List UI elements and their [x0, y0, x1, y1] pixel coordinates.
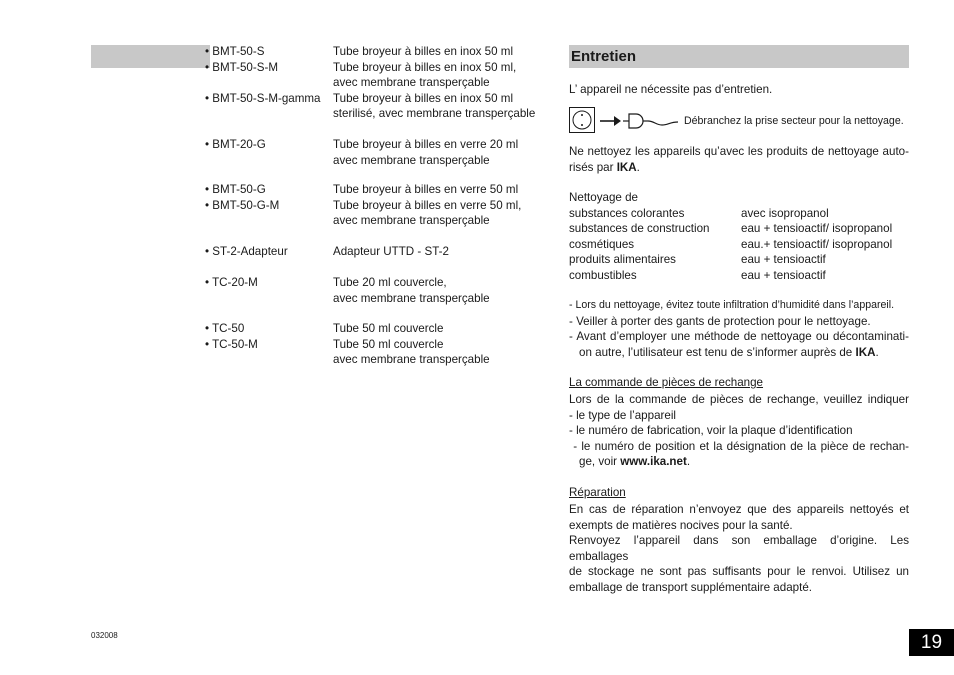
- accessory-desc: Tube broyeur à billes en inox 50 ml,: [333, 60, 517, 74]
- accessories-list: [205, 275, 550, 306]
- accessory-row: [205, 106, 550, 122]
- text-line: - le numéro de fabrication, voir la plaque d’identification: [569, 424, 853, 438]
- accessory-row: [205, 198, 550, 214]
- accessory-desc: sterilisé, avec membrane transperçable: [333, 107, 536, 120]
- accessory-desc: Tube broyeur à billes en verre 50 ml: [333, 183, 519, 196]
- accessory-code: • BMT-50-G-M: [205, 198, 280, 212]
- text-line: En cas de réparation n’envoyez que des appareils nettoyés et: [569, 503, 909, 516]
- ika-brand: IKA: [616, 160, 637, 174]
- accessory-desc: avec membrane transperçable: [333, 76, 490, 89]
- text-line: emballage de transport supplémentaire adapté.: [569, 580, 812, 594]
- accessory-code: • TC-50: [205, 322, 245, 335]
- accessory-row: [205, 352, 550, 368]
- unplug-arrow-plug-icon: [598, 110, 682, 132]
- text-line: - le numéro de position et la désignation de la pièce de rechan-: [569, 439, 909, 453]
- accessory-code: • BMT-50-G: [205, 183, 266, 196]
- accessory-desc: Adapteur UTTD - ST-2: [333, 245, 449, 258]
- accessory-row: [205, 213, 550, 229]
- accessory-row: [205, 275, 550, 291]
- cleaning-notes: [569, 298, 909, 360]
- accessory-desc: avec membrane transperçable: [333, 214, 490, 227]
- accessories-list: [205, 137, 550, 168]
- text-line: exempts de matières nocives pour la santé.: [569, 518, 793, 532]
- note-item: - Veiller à porter des gants de protection pour le nettoyage.: [569, 314, 871, 328]
- section-title: Entretien: [571, 48, 637, 65]
- accessory-desc: Tube 20 ml couvercle,: [333, 276, 447, 289]
- website-link[interactable]: www.ika.net: [620, 455, 687, 469]
- socket-icon: [569, 107, 595, 133]
- repair-heading: Réparation: [569, 486, 626, 499]
- accessories-list: [205, 321, 550, 368]
- accessory-desc: Tube broyeur à billes en verre 20 ml: [333, 138, 519, 151]
- unplug-caption: Débranchez la prise secteur pour la nettoyage.: [684, 115, 904, 127]
- accessory-row: [205, 291, 550, 307]
- accessory-code: • TC-50-M: [205, 337, 258, 351]
- accessory-row: [205, 337, 550, 353]
- table-row: substances colorantes avec isopropanol: [569, 206, 829, 220]
- cleaning-table: [569, 190, 909, 284]
- accessory-row: [205, 44, 550, 60]
- text-line: Ne nettoyez les appareils qu’avec les produits de nettoyage auto-: [569, 145, 909, 158]
- spare-parts-heading: La commande de pièces de rechange: [569, 376, 764, 389]
- spare-parts-text: [569, 392, 909, 470]
- accessory-desc: avec membrane transperçable: [333, 153, 490, 167]
- cleaning-agents-text: [569, 144, 909, 175]
- text-line: risés par IKA.: [569, 160, 640, 174]
- accessories-list: [205, 182, 550, 229]
- ika-brand: IKA: [855, 345, 876, 359]
- accessory-desc: Tube 50 ml couvercle: [333, 337, 444, 351]
- page-number: 19: [909, 629, 954, 656]
- text-line: ge, voir www.ika.net.: [579, 455, 691, 469]
- accessory-desc: Tube broyeur à billes en verre 50 ml,: [333, 198, 522, 212]
- accessory-code: • BMT-50-S-M: [205, 60, 278, 74]
- table-row: substances de construction eau + tensioactif/ isopropanol: [569, 222, 893, 236]
- accessory-desc: Tube broyeur à billes en inox 50 ml: [333, 91, 514, 105]
- repair-text: [569, 502, 909, 596]
- table-row: combustibles eau + tensioactif: [569, 268, 826, 282]
- accessory-desc: avec membrane transperçable: [333, 291, 490, 305]
- accessory-row: [205, 75, 550, 91]
- accessory-row: [205, 137, 550, 153]
- note-item: - Avant d’employer une méthode de nettoyage ou décontaminati-: [569, 330, 909, 344]
- accessory-desc: Tube 50 ml couvercle: [333, 322, 444, 335]
- accessory-code: • BMT-50-S-M-gamma: [205, 91, 321, 105]
- note-item: - Lors du nettoyage, évitez toute infiltration d’humidité dans l’appareil.: [569, 299, 895, 311]
- note-item: on autre, l’utilisateur est tenu de s’informer auprès de IKA.: [579, 345, 879, 359]
- document-code: 032008: [91, 631, 118, 640]
- accessory-desc: avec membrane transperçable: [333, 353, 490, 366]
- accessory-row: [205, 182, 550, 198]
- text-line: - le type de l’appareil: [569, 408, 676, 422]
- table-heading: Nettoyage de: [569, 191, 638, 204]
- table-row: cosmétiques eau.+ tensioactif/ isopropanol: [569, 237, 893, 251]
- accessory-desc: Tube broyeur à billes en inox 50 ml: [333, 45, 514, 58]
- accessory-code: • BMT-20-G: [205, 138, 266, 151]
- table-row: produits alimentaires eau + tensioactif: [569, 253, 826, 267]
- accessory-code: • ST-2-Adapteur: [205, 245, 288, 258]
- accessory-row: [205, 244, 550, 260]
- accessory-code: • BMT-50-S: [205, 45, 265, 58]
- accessories-list: [205, 44, 550, 122]
- accessory-row: [205, 91, 550, 107]
- accessory-row: [205, 60, 550, 76]
- text-line: Lors de la commande de pièces de rechange, veuillez indiquer: [569, 393, 909, 406]
- text-line: Renvoyez l’appareil dans son emballage d’origine. Les emballages: [569, 534, 909, 563]
- text-line: de stockage ne sont pas suffisants pour le renvoi. Utilisez un: [569, 565, 909, 579]
- section-header-bar-left: [91, 45, 210, 68]
- accessory-row: [205, 321, 550, 337]
- accessory-row: [205, 153, 550, 169]
- intro-text: L’ appareil ne nécessite pas d’entretien.: [569, 83, 773, 96]
- accessory-code: • TC-20-M: [205, 276, 258, 289]
- accessories-list: [205, 244, 550, 260]
